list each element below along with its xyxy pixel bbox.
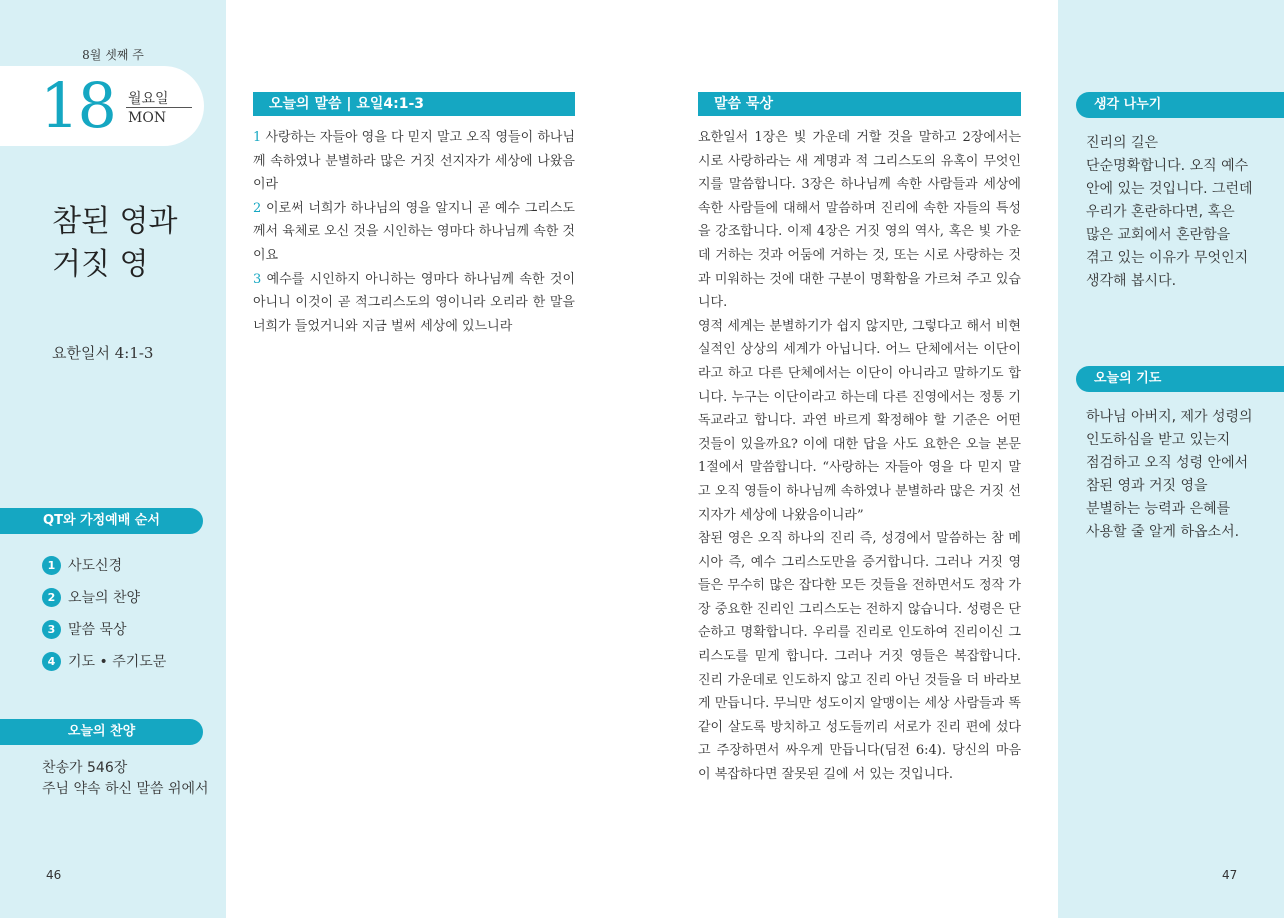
order-heading: QT와 가정예배 순서 xyxy=(0,508,203,534)
verse-text: 예수를 시인하지 아니하는 영마다 하나님께 속한 것이 아니니 이것이 곧 적그리스도의 영이니라 오리라 한 말을 너희가 들었거니와 지금 벌써 세상에 있느니라 xyxy=(253,271,575,334)
prayer-line: 점검하고 오직 성령 안에서 xyxy=(1086,455,1249,471)
prayer-body xyxy=(1086,406,1256,544)
verse xyxy=(253,197,575,268)
prayer-line: 분별하는 능력과 은혜를 xyxy=(1086,501,1231,517)
page-number-right: 47 xyxy=(1222,868,1238,882)
day-number: 18 xyxy=(40,69,115,142)
hymn-line: 주님 약속 하신 말씀 위에서 xyxy=(42,781,209,797)
meditation-paragraph: 참된 영은 오직 하나의 진리 즉, 성경에서 말씀하는 참 메시아 즉, 예수 그리스도만을 증거합니다. 그러나 거짓 영들은 무수히 많은 잡다한 모든 것들을 전하면서도 정작 가장 중요한 진리인 그리스도는 전하지 않습니다. 성령은 단순하고 명확합니다. 우리를 진리로 인도하여 진리이신 그리스도를 믿게 합니다. 그러나 거짓 영들은 복잡합니다. 진리 가운데로 인도하지 않고 진리 아닌 것들을 더 바라보게 만듭니다. 무늬만 성도이지 알맹이는 세상 사람들과 똑같이 살도록 방치하고 성도들끼리 서로가 진리 편에 섰다고 주장하면서 싸우게 만듭니다(딤전 6:4). 당신의 마음이 복잡하다면 잘못된 길에 서 있는 것입니다. xyxy=(698,531,1021,783)
order-item-prayer xyxy=(42,651,166,671)
meditation-paragraph: 영적 세계는 분별하기가 쉽지 않지만, 그렇다고 해서 비현실적인 상상의 세계가 아닙니다. 어느 단체에서는 이단이라고 하고 다른 단체에서는 이단이 아니라고 말하기도 합니다. 누구는 이단이라고 하는데 다른 진영에서는 정통 기독교라고 합니다. 과연 바르게 확정해야 할 기준은 어떤 것들이 있을까요? 이에 대한 답을 사도 요한은 오늘 본문 1절에서 말씀합니다. “사랑하는 자들아 영을 다 믿지 말고 오직 영들이 하나님께 속하였나 분별하라 많은 거짓 선지자가 세상에 나왔음이니라” xyxy=(698,318,1021,523)
order-item-label: 말씀 묵상 xyxy=(68,622,127,638)
verse-number: 3 xyxy=(253,271,262,287)
weekday-english: MON xyxy=(128,110,167,126)
order-item-meditation xyxy=(42,619,127,639)
verse-number: 2 xyxy=(253,200,262,216)
prayer-line: 참된 영과 거짓 영을 xyxy=(1086,478,1208,494)
week-label: 8월 셋째 주 xyxy=(82,48,144,62)
share-line: 많은 교회에서 혼란함을 xyxy=(1086,227,1231,243)
reading-body xyxy=(253,126,575,338)
verse-text: 이로써 너희가 하나님의 영을 알지니 곧 예수 그리스도께서 육체로 오신 것을 시인하는 영마다 하나님께 속한 것이요 xyxy=(253,200,575,263)
title-line: 참된 영과 xyxy=(52,204,178,239)
share-heading: 생각 나누기 xyxy=(1076,92,1284,118)
title-line: 거짓 영 xyxy=(52,247,149,282)
order-item-apostles-creed xyxy=(42,555,122,575)
verse xyxy=(253,126,575,197)
page-title xyxy=(52,200,177,286)
hymn-line: 찬송가 546장 xyxy=(42,760,128,776)
share-line: 우리가 혼란하다면, 혹은 xyxy=(1086,204,1235,220)
meditation-paragraph: 요한일서 1장은 빛 가운데 거할 것을 말하고 2장에서는 시로 사랑하라는 새 계명과 적 그리스도의 유혹이 무엇인지를 말씀합니다. 3장은 하나님께 속한 사람들과 세상에 속한 사람들에 대해서 말씀하며 진리에 속한 자들의 특성을 강조합니다. 이제 4장은 거짓 영의 역사, 혹은 빛 가운데 거하는 것과 어둠에 거하는 것, 또는 시로 사랑하는 것과 미워하는 것에 대한 구분이 명확함을 가르쳐 주고 있습니다. xyxy=(698,130,1021,311)
verse-number: 1 xyxy=(253,130,262,145)
prayer-line: 하나님 아버지, 제가 성령의 xyxy=(1086,409,1253,425)
step-number-badge: 4 xyxy=(42,652,61,671)
share-line: 겪고 있는 이유가 무엇인지 xyxy=(1086,250,1249,266)
order-item-label: 사도신경 xyxy=(68,558,123,574)
reading-heading: 오늘의 말씀 | 요일4:1-3 xyxy=(253,92,575,116)
share-line: 생각해 봅시다. xyxy=(1086,273,1177,289)
prayer-heading: 오늘의 기도 xyxy=(1076,366,1284,392)
step-number-badge: 3 xyxy=(42,620,61,639)
order-item-label: 오늘의 찬양 xyxy=(68,590,141,606)
meditation-body xyxy=(698,126,1021,787)
share-line: 진리의 길은 xyxy=(1086,135,1159,151)
step-number-badge: 2 xyxy=(42,588,61,607)
weekday-korean: 월요일 xyxy=(128,91,169,107)
verse xyxy=(253,268,575,339)
step-number-badge: 1 xyxy=(42,556,61,575)
order-item-label: 기도 • 주기도문 xyxy=(68,654,167,670)
prayer-line: 인도하심을 받고 있는지 xyxy=(1086,432,1231,448)
page-number-left: 46 xyxy=(46,868,62,882)
order-item-praise xyxy=(42,587,140,607)
share-line: 단순명확합니다. 오직 예수 xyxy=(1086,158,1249,174)
scripture-reference: 요한일서 4:1-3 xyxy=(52,344,154,362)
weekday-divider xyxy=(126,107,192,108)
meditation-heading: 말씀 묵상 xyxy=(698,92,1021,116)
prayer-line: 사용할 줄 알게 하옵소서. xyxy=(1086,524,1240,540)
hymn-text xyxy=(42,758,209,800)
share-line: 안에 있는 것입니다. 그런데 xyxy=(1086,181,1253,197)
share-body xyxy=(1086,132,1256,293)
verse-text: 사랑하는 자들아 영을 다 믿지 말고 오직 영들이 하나님께 속하였나 분별하라 많은 거짓 선지자가 세상에 나왔음이라 xyxy=(253,130,575,193)
hymn-heading: 오늘의 찬양 xyxy=(0,719,203,745)
